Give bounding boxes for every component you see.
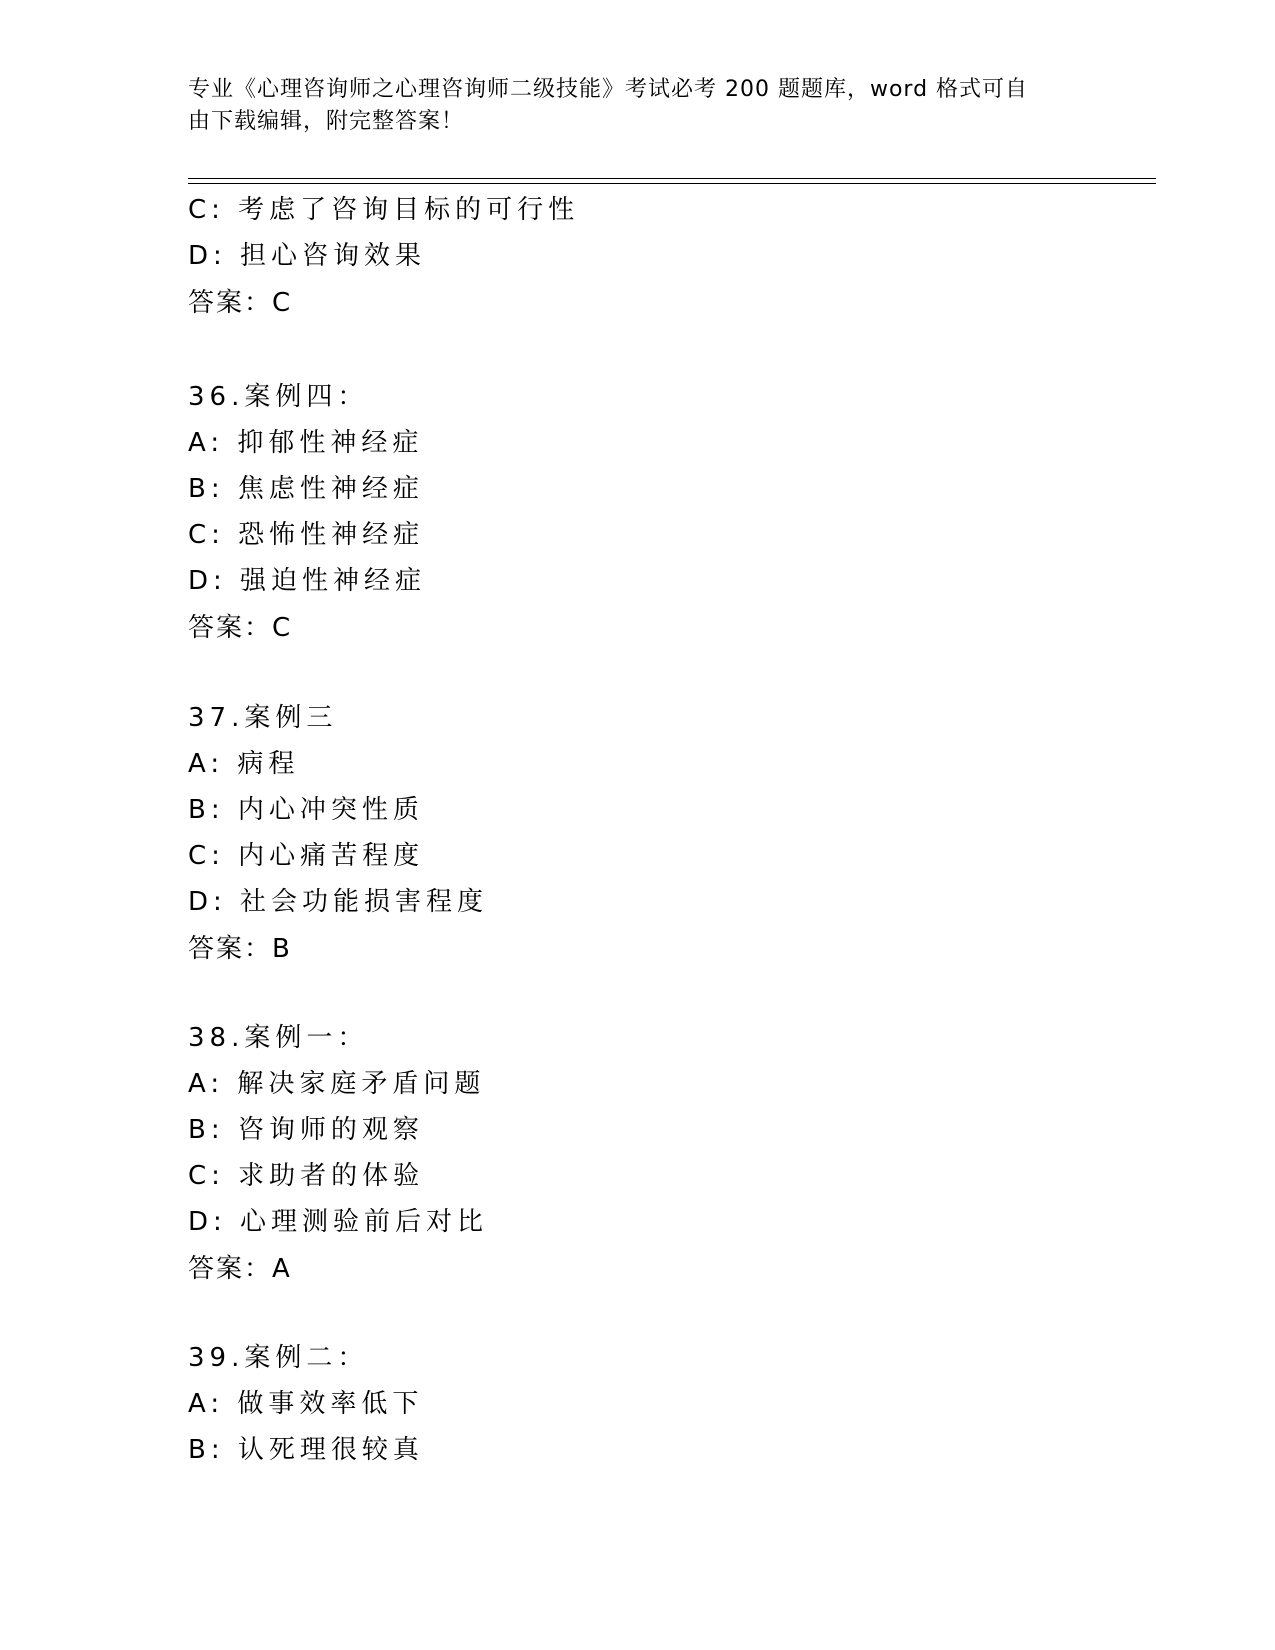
option-c: C: 考虑了咨询目标的可行性 (188, 195, 580, 225)
question-title-37: 37.案例三 (188, 703, 338, 733)
header-line-1: 专业《心理咨询师之心理咨询师二级技能》考试必考 200 题题库，word 格式可自 (188, 77, 1029, 102)
option-a: A: 做事效率低下 (188, 1389, 424, 1419)
option-a: A: 病程 (188, 749, 300, 779)
option-b: B: 认死理很较真 (188, 1435, 424, 1465)
document-header (188, 74, 1068, 138)
answer-line: 答案：C (188, 288, 293, 318)
header-line-2: 由下载编辑，附完整答案！ (188, 109, 465, 134)
question-title-39: 39.案例二： (188, 1343, 369, 1373)
answer-line: 答案：C (188, 613, 293, 643)
option-d: D: 心理测验前后对比 (188, 1207, 489, 1237)
option-d: D: 强迫性神经症 (188, 566, 427, 596)
option-d: D: 社会功能损害程度 (188, 887, 489, 917)
option-b: B: 内心冲突性质 (188, 795, 424, 825)
option-b: B: 焦虑性神经症 (188, 474, 424, 504)
option-b: B: 咨询师的观察 (188, 1115, 424, 1145)
option-c: C: 求助者的体验 (188, 1161, 425, 1191)
answer-line: 答案：A (188, 1254, 292, 1284)
header-divider-top (188, 178, 1156, 179)
question-title-36: 36.案例四： (188, 382, 369, 412)
option-c: C: 内心痛苦程度 (188, 841, 425, 871)
option-d: D: 担心咨询效果 (188, 241, 427, 271)
question-title-38: 38.案例一： (188, 1023, 369, 1053)
header-divider-bottom (188, 183, 1156, 184)
option-a: A: 解决家庭矛盾问题 (188, 1069, 486, 1099)
option-c: C: 恐怖性神经症 (188, 520, 425, 550)
option-a: A: 抑郁性神经症 (188, 428, 424, 458)
answer-line: 答案：B (188, 934, 292, 964)
